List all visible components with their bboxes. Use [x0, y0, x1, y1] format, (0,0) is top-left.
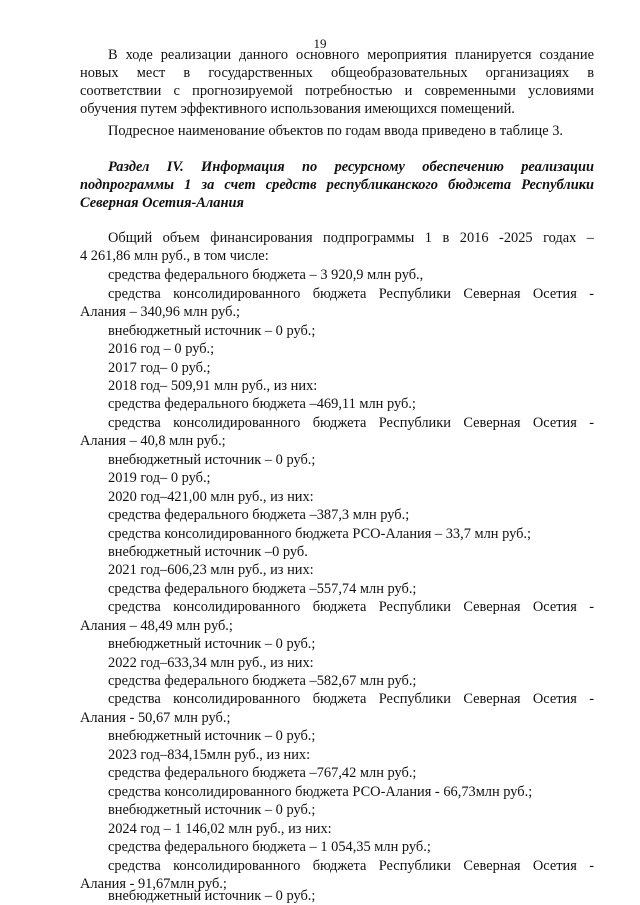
body-line: Алания – 48,49 млн руб.;	[80, 618, 233, 634]
body-line: 2022 год–633,34 млн руб., из них:	[108, 655, 314, 671]
body-line: средства федерального бюджета –767,42 млн руб.;	[108, 765, 417, 781]
intro-line: обучения путем эффективного использования имеющихся помещений.	[80, 101, 515, 117]
body-line: средства консолидированного бюджета Республики Северная Осетия -	[108, 415, 594, 431]
body-line: внебюджетный источник – 0 руб.;	[108, 888, 316, 904]
intro-line: В ходе реализации данного основного мероприятия планируется создание	[108, 47, 594, 63]
body-line: Алания - 50,67 млн руб.;	[80, 710, 231, 726]
body-line: средства консолидированного бюджета Республики Северная Осетия -	[108, 599, 594, 615]
body-line: внебюджетный источник – 0 руб.;	[108, 728, 316, 744]
section-title-line: подпрограммы 1 за счет средств республиканского бюджета Республики	[80, 177, 594, 193]
body-line: средства консолидированного бюджета Республики Северная Осетия -	[108, 858, 594, 874]
body-line: средства федерального бюджета –557,74 млн руб.;	[108, 581, 417, 597]
body-line: 4 261,86 млн руб., в том числе:	[80, 248, 269, 264]
section-title-line: Раздел IV. Информация по ресурсному обеспечению реализации	[108, 159, 594, 175]
body-line: 2021 год–606,23 млн руб., из них:	[108, 562, 314, 578]
page-number: 19	[313, 36, 327, 51]
body-line: средства консолидированного бюджета Республики Северная Осетия -	[108, 691, 594, 707]
body-line: 2017 год– 0 руб.;	[108, 360, 211, 376]
body-line: 2023 год–834,15млн руб., из них:	[108, 747, 311, 763]
body-line: Алания – 340,96 млн руб.;	[80, 304, 241, 320]
body-line: средства федерального бюджета –582,67 млн руб.;	[108, 673, 417, 689]
intro-line: Подресное наименование объектов по годам ввода приведено в таблице 3.	[108, 123, 564, 139]
body-line: внебюджетный источник – 0 руб.;	[108, 452, 316, 468]
intro-line: соответствии с прогнозируемой потребностью и современными условиями	[80, 83, 594, 99]
body-line: внебюджетный источник – 0 руб.;	[108, 323, 316, 339]
body-line: Алания – 40,8 млн руб.;	[80, 433, 226, 449]
body-line: средства консолидированного бюджета Республики Северная Осетия -	[108, 286, 594, 302]
body-line: внебюджетный источник – 0 руб.;	[108, 636, 316, 652]
body-line: 2020 год–421,00 млн руб., из них:	[108, 489, 314, 505]
body-line: средства федерального бюджета – 1 054,35 млн руб.;	[108, 839, 431, 855]
body-line: средства консолидированного бюджета РСО-Алания – 33,7 млн руб.;	[108, 526, 532, 542]
body-line: Общий объем финансирования подпрограммы 1 в 2016 -2025 годах –	[108, 230, 594, 246]
body-line: Алания - 91,67млн руб.;	[80, 876, 227, 892]
intro-line: новых мест в государственных общеобразовательных организациях в	[80, 65, 594, 81]
body-line: средства федерального бюджета –469,11 млн руб.;	[108, 396, 416, 412]
body-line: 2024 год – 1 146,02 млн руб., из них:	[108, 821, 332, 837]
body-line: средства федерального бюджета – 3 920,9 млн руб.,	[108, 267, 424, 283]
body-line: средства консолидированного бюджета РСО-Алания - 66,73млн руб.;	[108, 784, 533, 800]
body-line: 2016 год – 0 руб.;	[108, 341, 215, 357]
body-line: 2018 год– 509,91 млн руб., из них:	[108, 378, 318, 394]
body-line: средства федерального бюджета –387,3 млн руб.;	[108, 507, 410, 523]
body-line: внебюджетный источник – 0 руб.;	[108, 802, 316, 818]
body-line: 2019 год– 0 руб.;	[108, 470, 211, 486]
body-line: внебюджетный источник –0 руб.	[108, 544, 308, 560]
section-title-line: Северная Осетия-Алания	[80, 195, 244, 211]
